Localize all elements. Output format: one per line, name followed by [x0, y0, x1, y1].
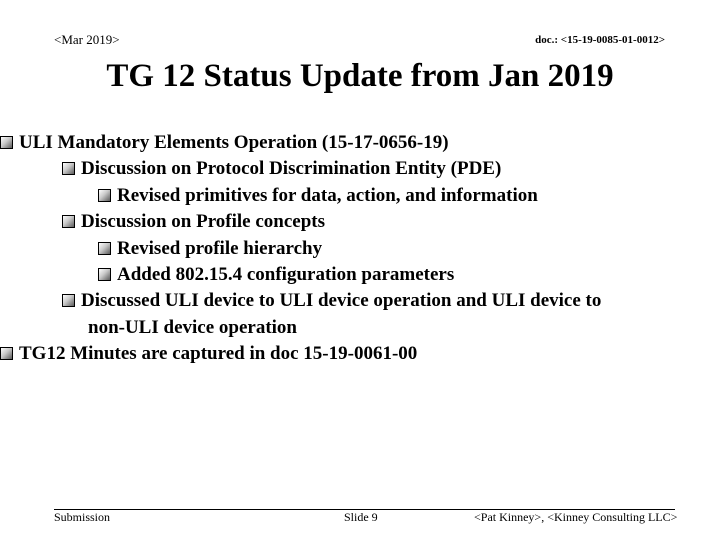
checkbox-bullet-icon	[62, 215, 75, 228]
slide-title: TG 12 Status Update from Jan 2019	[106, 58, 614, 94]
bullet-level3	[98, 183, 538, 209]
checkbox-bullet-icon	[0, 347, 13, 360]
footer-slide-number: Slide 9	[344, 510, 378, 524]
footer-submission: Submission	[54, 510, 111, 524]
bullet-level2	[62, 209, 325, 235]
bullet-text: non-ULI device operation	[88, 317, 297, 338]
checkbox-bullet-icon	[62, 294, 75, 307]
bullet-text: Discussion on Profile concepts	[81, 211, 326, 232]
bullet-level2	[62, 156, 501, 182]
bullet-level2	[62, 288, 601, 314]
bullet-level1	[0, 130, 449, 156]
footer-author: <Pat Kinney>, <Kinney Consulting LLC>	[474, 510, 678, 524]
header-date: <Mar 2019>	[54, 32, 120, 47]
checkbox-bullet-icon	[98, 268, 111, 281]
checkbox-bullet-icon	[0, 136, 13, 149]
bullet-text: Added 802.15.4 configuration parameters	[117, 264, 455, 285]
checkbox-bullet-icon	[62, 162, 75, 175]
bullet-level1	[0, 341, 417, 367]
checkbox-bullet-icon	[98, 242, 111, 255]
bullet-text: ULI Mandatory Elements Operation (15-17-0656-19)	[19, 132, 449, 153]
bullet-text: Revised profile hierarchy	[117, 238, 323, 259]
bullet-text: TG12 Minutes are captured in doc 15-19-0061-00	[19, 343, 418, 364]
bullet-continuation	[88, 315, 297, 341]
bullet-level3	[98, 236, 322, 262]
bullet-text: Discussed ULI device to ULI device operation and ULI device to	[81, 290, 602, 311]
bullet-text: Discussion on Protocol Discrimination Entity (PDE)	[81, 158, 502, 179]
header-doc-id: doc.: <15-19-0085-01-0012>	[535, 34, 665, 46]
bullet-level3	[98, 262, 454, 288]
checkbox-bullet-icon	[98, 189, 111, 202]
bullet-text: Revised primitives for data, action, and information	[117, 185, 538, 206]
